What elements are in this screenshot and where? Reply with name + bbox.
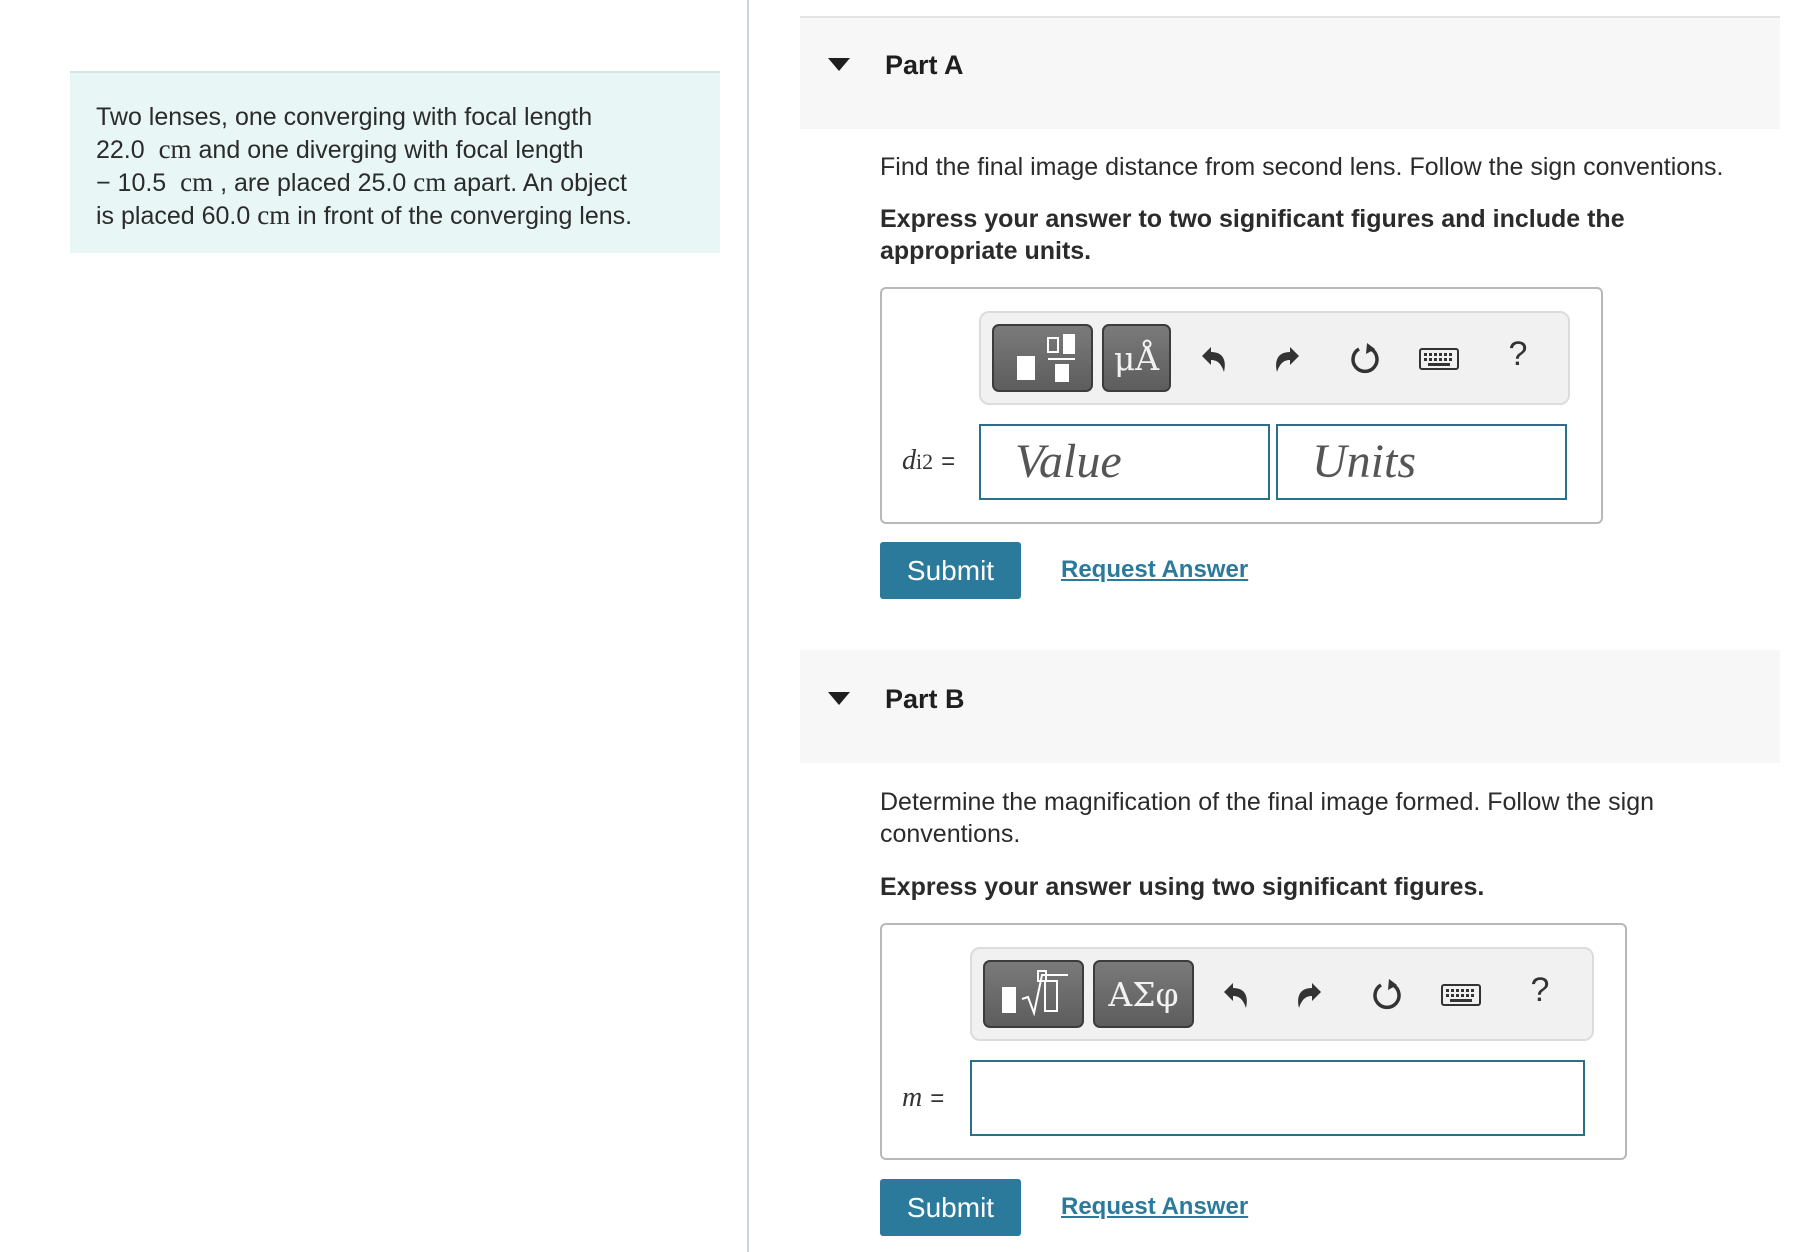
sqrt-templates-button[interactable] bbox=[983, 960, 1084, 1028]
part-b-submit-button[interactable]: Submit bbox=[880, 1179, 1021, 1236]
part-b-question: Determine the magnification of the final image formed. Follow the sign conventions. bbox=[880, 788, 1654, 848]
problem-line-4: is placed 60.0 cm in front of the converging lens. bbox=[96, 200, 633, 230]
undo-icon[interactable] bbox=[1213, 973, 1257, 1017]
part-b-request-answer-link[interactable]: Request Answer bbox=[1061, 1193, 1249, 1220]
redo-icon[interactable] bbox=[1266, 337, 1310, 381]
part-b-header[interactable] bbox=[800, 650, 1780, 763]
sqrt-template-icon bbox=[998, 969, 1070, 1019]
magnification-input[interactable] bbox=[970, 1060, 1585, 1136]
templates-button[interactable] bbox=[992, 324, 1093, 392]
m-label: m = bbox=[902, 1082, 945, 1113]
part-a-title: Part A bbox=[885, 50, 964, 80]
part-b-title: Part B bbox=[885, 684, 965, 714]
template-icon bbox=[1011, 330, 1075, 386]
part-b-toolbar bbox=[970, 947, 1594, 1041]
greek-symbols-button[interactable]: ΑΣφ bbox=[1093, 960, 1194, 1028]
problem-line-3: − 10.5 cm , are placed 25.0 cm apart. An object bbox=[96, 167, 627, 197]
redo-icon[interactable] bbox=[1288, 973, 1332, 1017]
keyboard-icon[interactable] bbox=[1417, 337, 1461, 381]
part-a-request-answer-link[interactable]: Request Answer bbox=[1061, 556, 1249, 583]
part-a-toolbar bbox=[979, 311, 1570, 405]
reset-icon[interactable] bbox=[1365, 973, 1409, 1017]
problem-statement bbox=[70, 71, 720, 253]
units-input[interactable]: Units bbox=[1276, 424, 1567, 500]
part-b-instruction: Express your answer using two significant figures. bbox=[880, 873, 1485, 901]
part-a-header[interactable] bbox=[800, 16, 1780, 129]
problem-line-1: Two lenses, one converging with focal length bbox=[96, 103, 593, 131]
panel-divider[interactable] bbox=[747, 0, 749, 1252]
part-a-submit-button[interactable]: Submit bbox=[880, 542, 1021, 599]
part-a-answer-box bbox=[880, 287, 1603, 524]
collapse-caret-icon[interactable] bbox=[828, 58, 850, 71]
part-b-answer-box bbox=[880, 923, 1627, 1160]
keyboard-icon[interactable] bbox=[1439, 973, 1483, 1017]
collapse-caret-icon[interactable] bbox=[828, 692, 850, 705]
problem-line-2: 22.0 cm and one diverging with focal length bbox=[96, 134, 584, 164]
reset-icon[interactable] bbox=[1343, 337, 1387, 381]
part-a-question: Find the final image distance from second lens. Follow the sign conventions. bbox=[880, 153, 1724, 181]
part-a-instruction: Express your answer to two significant figures and include the appropriate units. bbox=[880, 205, 1625, 265]
d-i2-label: di2 = bbox=[902, 445, 956, 476]
help-button[interactable]: ? bbox=[1530, 971, 1550, 1009]
undo-icon[interactable] bbox=[1191, 337, 1235, 381]
units-button[interactable]: μÅ bbox=[1102, 324, 1171, 392]
value-input[interactable]: Value bbox=[979, 424, 1270, 500]
help-button[interactable]: ? bbox=[1508, 335, 1528, 373]
